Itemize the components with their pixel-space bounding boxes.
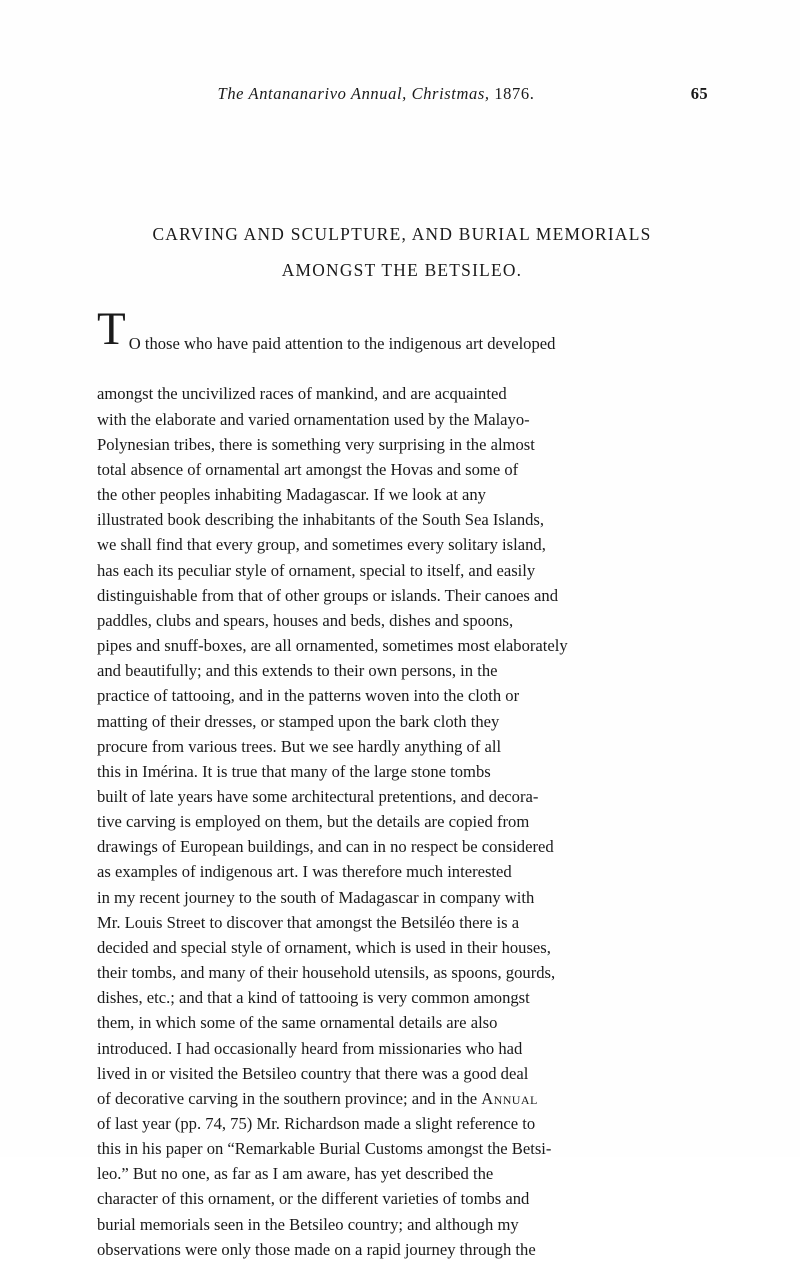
body-line-14: practice of tattooing, and in the patterns woven into the cloth or <box>97 686 520 706</box>
drop-cap: T <box>97 303 126 355</box>
body-line-12: pipes and snuff-boxes, are all ornamented, sometimes most elaborately <box>97 636 568 656</box>
body-line-1: O those who have paid attention to the indigenous art developed <box>128 334 556 354</box>
body-line-17: this in Imérina. It is true that many of the large stone tombs <box>97 761 491 781</box>
body-line-32: this in his paper on “Remarkable Burial Customs amongst the Betsi- <box>97 1139 552 1159</box>
body-line-27: them, in which some of the same ornamental details are also <box>97 1013 498 1033</box>
body-line-21: as examples of indigenous art. I was therefore much interested <box>97 862 512 882</box>
page-title <box>92 216 712 288</box>
body-line-29: lived in or visited the Betsileo country that there was a good deal <box>97 1063 529 1083</box>
body-line-5: total absence of ornamental art amongst the Hovas and some of <box>97 459 519 479</box>
body-line-23: Mr. Louis Street to discover that amongst the Betsiléo there is a <box>97 912 520 932</box>
body-line-36: observations were only those made on a rapid journey through the <box>97 1239 536 1259</box>
body-line-13: and beautifully; and this extends to their own persons, in the <box>97 661 498 681</box>
body-line-16: procure from various trees. But we see hardly anything of all <box>97 736 502 756</box>
body-line-22: in my recent journey to the south of Madagascar in company with <box>97 887 535 907</box>
page-title-line-1: CARVING AND SCULPTURE, AND BURIAL MEMORIALS <box>152 224 652 244</box>
body-line-6: the other peoples inhabiting Madagascar. If we look at any <box>97 485 486 505</box>
body-line-28: introduced. I had occasionally heard from missionaries who had <box>97 1038 523 1058</box>
body-line-8: we shall find that every group, and sometimes every solitary island, <box>97 535 546 555</box>
small-caps-annual: Annual <box>481 1088 538 1108</box>
page-number: 65 <box>690 84 708 103</box>
body-line-25: their tombs, and many of their household utensils, as spoons, gourds, <box>97 963 556 983</box>
body-line-33: leo.” But no one, as far as I am aware, has yet described the <box>97 1164 494 1184</box>
body-line-15: matting of their dresses, or stamped upon the bark cloth they <box>97 711 500 731</box>
body-line-4: Polynesian tribes, there is something very surprising in the almost <box>97 434 535 454</box>
body-line-9: has each its peculiar style of ornament, special to itself, and easily <box>97 560 536 580</box>
body-line-2: amongst the uncivilized races of mankind, and are acquainted <box>97 384 507 404</box>
page-title-line-2: AMONGST THE BETSILEO. <box>281 260 523 280</box>
body-line-18: built of late years have some architectural pretentions, and decora- <box>97 786 539 806</box>
body-line-30: of decorative carving in the southern province; and in the Annual <box>97 1088 538 1108</box>
body-line-26: dishes, etc.; and that a kind of tattooing is very common amongst <box>97 988 530 1008</box>
body-line-34: character of this ornament, or the different varieties of tombs and <box>97 1189 530 1209</box>
body-line-20: drawings of European buildings, and can in no respect be considered <box>97 837 554 857</box>
body-text <box>97 303 707 1262</box>
paragraph-1 <box>97 303 707 1262</box>
body-line-24: decided and special style of ornament, which is used in their houses, <box>97 937 551 957</box>
running-head <box>96 84 708 108</box>
body-line-7: illustrated book describing the inhabitants of the South Sea Islands, <box>97 510 545 530</box>
body-line-35: burial memorials seen in the Betsileo country; and although my <box>97 1214 519 1234</box>
body-line-11: paddles, clubs and spears, houses and beds, dishes and spoons, <box>97 610 514 630</box>
body-line-31: of last year (pp. 74, 75) Mr. Richardson made a slight reference to <box>97 1114 536 1133</box>
running-head-year: 1876. <box>494 84 535 103</box>
running-head-title-text: The Antananarivo Annual, Christmas, <box>217 84 490 103</box>
body-line-19: tive carving is employed on them, but the details are copied from <box>97 812 530 832</box>
body-line-3: with the elaborate and varied ornamentation used by the Malayo- <box>97 409 530 429</box>
running-head-title <box>96 84 656 104</box>
body-line-10: distinguishable from that of other groups or islands. Their canoes and <box>97 585 558 605</box>
